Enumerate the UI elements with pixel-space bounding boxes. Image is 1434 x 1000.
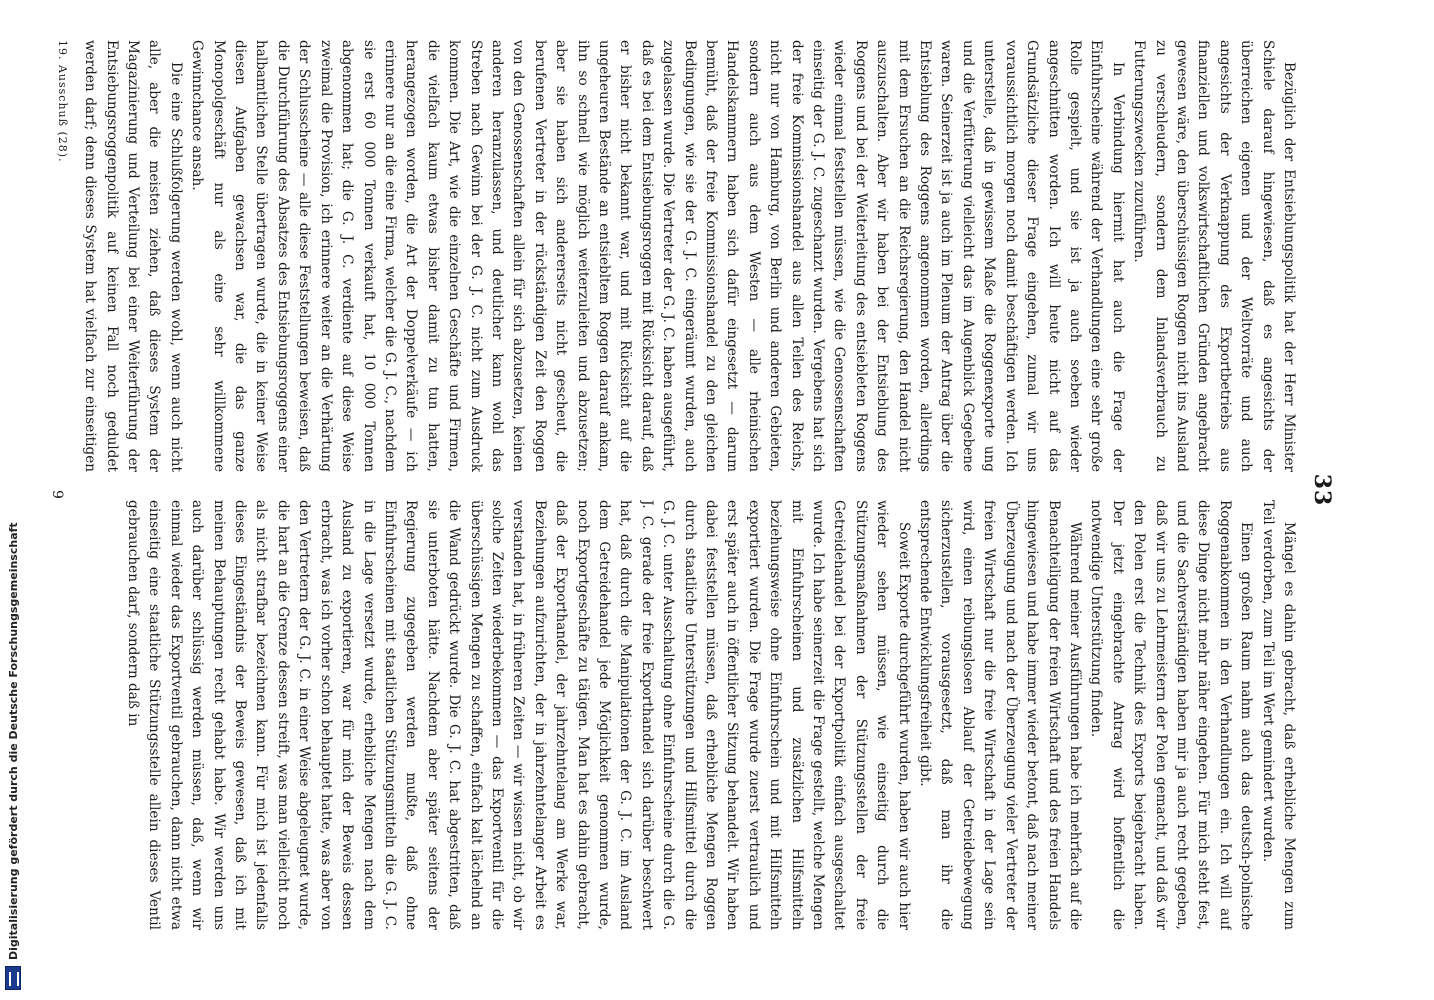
printer-signature-mark: 19. Ausschuß (28). [56, 40, 69, 163]
dfg-logo-icon [5, 966, 21, 990]
paragraph: Während meiner Ausführungen habe ich mehrfach auf die Benachteiligung der freien Wirtschaft und des freien Handels hingewiesen und habe immer wieder betont, daß nach meiner Überzeugung und nach der Überzeugung vieler Vertreter der freien Wirtschaft nur die freie Wirtschaft in der Lage sein wird, einen reibungslosen Ablauf der Getreidebewegung sicherzustellen, vorausgesetzt, daß man ihr die entsprechende Entwicklungsfreiheit gibt. [917, 500, 1083, 930]
paragraph: Einen großen Raum nahm auch das deutsch-polnische Roggenabkommen in den Verhandlungen ein. Ich will auf diese Dinge nicht mehr näher eingehen. Für mich steht fest, und die Sachverständigen haben mir ja auch recht gegeben, daß wir uns zu Lehrmeistern der Polen gemacht, und daß wir den Polen erst die Technik des Exports beigebracht haben. Der jetzt eingebrachte Antrag wird hoffentlich die notwendige Unterstützung finden. [1088, 500, 1255, 930]
credit-text: Digitalisierung gefördert durch die Deutsche Forschungsgemeinschaft [6, 522, 20, 960]
sheet-number: 9 [49, 490, 65, 499]
paragraph: Soweit Exporte durchgeführt wurden, haben wir auch hier wieder sehen müssen, wie einseitig durch die Stützungsmaßnahmen der Stützungsstellen der freie Getreidehandel bei der Exportpolitik einfach ausgeschaltet wurde. Ich habe seinerzeit die Frage gestellt, welche Mengen mit Einfuhrscheinen und zusätzlichen Hilfsmitteln beziehungsweise ohne Einfuhrschein und mit Hilfsmitteln exportiert wurden. Die Frage wurde zuerst vertraulich und erst später auch in öffentlicher Sitzung behandelt. Wir haben dabei feststellen müssen, daß erhebliche Mengen Roggen durch staatliche Unterstützungen und Hilfsmittel durch die G. J. C. unter Ausschaltung ohne Einfuhrscheine durch die G. J. C. gerade der freie Exporthandel sich darüber beschwert hat, daß durch die Manipulationen der G. J. C. im Ausland dem Getreidehandel jede Möglichkeit genommen wurde, noch Exportgeschäfte zu tätigen. Man hat es dahin gebracht, daß der Exporthandel, der jahrzehntelang am Werke war, Beziehungen aufzurichten, der in jahrzehntelanger Arbeit es verstanden hat, in früheren Zeiten — wir wissen nicht, ob wir solche Zeiten wiederbekommen — das Exportventil für die überschüssigen Mengen zu schaffen, einfach kalt lächelnd an die Wand gedrückt wurde. Die G. J. C. hat abgestritten, daß sie unterboten hätte. Nachdem aber später seitens der Regierung zugegeben werden mußte, daß ohne Einfuhrscheinen mit staatlichen Stützungsmitteln die G. J. C. in die Lage versetzt wurde, erhebliche Mengen nach dem Ausland zu exportieren, war für mich der Beweis dessen erbracht, was ich vorher schon behauptet hatte, was aber von den Vertretern der G. J. C. in einer Weise abgeleugnet wurde, die hart an die Grenze dessen streift, was man vielleicht noch als nicht strafbar bezeichnen kann. Für mich ist jedenfalls dieses Eingeständnis der Beweis gewesen, daß ich mit meinen Behauptungen recht gehabt habe. Wir werden uns auch darüber schlüssig werden müssen, daß, wenn wir einmal wieder das Exportventil gebrauchen, dann nicht etwa einseitig eine staatliche Stützungsstelle allein dieses Ventil gebrauchen darf, sondern daß in [125, 500, 912, 930]
page-number: 33 [1309, 473, 1335, 507]
paragraph: In Verbindung hiermit hat auch die Frage der Einfuhrscheine während der Verhandlungen eine sehr große Rolle gespielt, und sie ist ja auch soeben wieder angeschnitten worden. Ich will heute nicht auf das Grundsätzliche dieser Frage eingehen, zumal wir uns voraussichtlich morgen noch damit beschäftigen werden. Ich unterstelle, daß in gewissem Maße die Roggenexporte ung und die Verfütterung vielleicht das im Augenblick Gegebene waren. Seinerzeit ist ja auch im Plenum der Antrag über die Entsieblung des Roggens angenommen worden, allerdings mit dem Ersuchen an die Reichsregierung, den Handel nicht auszuschalten. Aber wir haben bei der Entsieblung des Roggens und bei der Weiterleitung des entsiebleten Roggens wieder einmal feststellen müssen, wie die Genossenschaften einseitig der G. J. C. zugeschanzt wurden. Vergebens hat sich der freie Kommissionshandel aus allen Teilen des Reichs, nicht nur von Hamburg, von Berlin und anderen Gebieten, sondern auch aus dem Westen — alle rheinischen Handelskammern haben sich dafür eingesetzt — darum bemüht, daß der freie Kommissionshandel zu den gleichen Bedingungen, wie sie der G. J. C. eingeräumt wurden, auch zugelassen wurde. Die Vertreter der G. J. C. haben ausgeführt, daß es bei dem Entsiebungsroggen mit Rücksicht darauf, daß er bisher nicht bekannt war, und mit Rücksicht auf die ungeheuren Bestände an entsiebltem Roggen darauf ankam, ihn so schnell wie möglich weiterzuleiten und abzusetzen; aber sie haben sich andererseits nicht gescheut, die berufenen Vertreter in der rückständigen Zeit den Roggen von den Genossenschaften allein für sich abzusetzen, keinen anderen heranzulassen, und deutlicher kann wohl das Streben nach Gewinn bei der G. J. C. nicht zum Ausdruck kommen. Die Art, wie die einzelnen Geschäfte und Firmen, die vielfach kaum etwas bisher damit zu tun hatten, herangezogen worden, die Art der Doppelverkäufe — ich erinnere nur an die eine Firma, welcher die G. J. C., nachdem sie erst 60 000 Tonnen verkauft hat, 10 000 Tonnen abgenommen hat; die G. J. C. verdiente auf diese Weise zweimal die Provision, ich erinnere weiter an die Verhärtung der Schlusscheine — alle diese Feststellungen beweisen, daß die Durchführung des Absatzes des Entsiebungsroggens einer halbamtlichen Stelle übertragen wurde, die in keiner Weise diesen Aufgaben gewachsen war, die das ganze Monopolgeschäft nur als eine sehr willkommene Gewinnchance ansah. [189, 40, 1126, 472]
digitization-credit [4, 0, 24, 1000]
left-text-column [79, 40, 1299, 472]
paragraph: Die eine Schlußfolgerung werden wohl, wenn auch nicht alle, aber die meisten ziehen, daß dieses System der Magazinierung und Verteilung bei einer Weiterführung der Entsiebungsroggenpolitik auf keinen Fall noch geduldet werden darf; denn dieses System hat vielfach zur einseitigen [82, 40, 184, 472]
rotated-document-page [35, 30, 1335, 950]
paragraph: Bezüglich der Entsieblungspolitik hat der Herr Minister Schiele darauf hingewiesen, daß es angesichts der überreichen eigenen und der Weltvorräte und auch angesichts der Verknappung des Exportbetriebs aus finanziellen und volkswirtschaftlichen Gründen angebracht gewesen wäre, den überschüssigen Roggen nicht ins Ausland zu verschleudern, sondern dem Inlandsverbrauch zu Futterungszwecken zuzuführen. [1131, 40, 1297, 472]
right-text-column [79, 500, 1299, 930]
paragraph: Mängel es dahin gebracht, daß erhebliche Mengen zum Teil verdorben, zum Teil im Wert gemindert wurden. [1259, 500, 1297, 930]
